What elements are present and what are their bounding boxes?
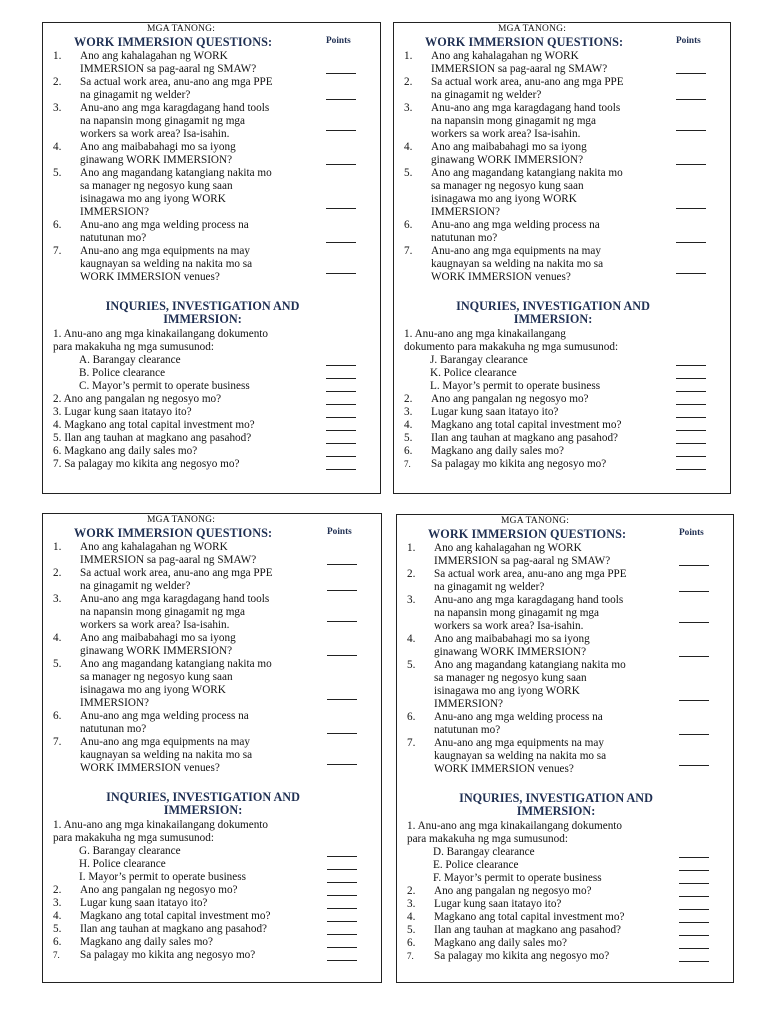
score-blank[interactable]: [676, 164, 706, 165]
points-label: Points: [679, 528, 704, 538]
question-item: [53, 141, 333, 167]
documents-question: 1. Anu-ano ang mga kinakailangang dokumento para makakuha ng mga sumusunod:: [407, 820, 622, 845]
question-number: 6.: [407, 711, 416, 723]
inquiry-text: Ilan ang tauhan at magkano ang pasahod?: [80, 923, 268, 935]
card-header: MGA TANONG:: [498, 24, 567, 34]
score-blank[interactable]: [327, 895, 357, 896]
question-number: 1.: [404, 50, 413, 62]
inquiry-number: 6.: [53, 936, 62, 948]
question-text: Ano ang maibabahagi mo sa iyong ginawang WORK IMMERSION?: [434, 633, 590, 658]
inquiry-number: 3.: [404, 406, 413, 418]
question-number: 3.: [404, 102, 413, 114]
question-item: [407, 659, 687, 711]
inquiry-text: Sa palagay mo kikita ang negosyo mo?: [80, 949, 256, 961]
score-blank[interactable]: [676, 391, 706, 392]
inquiry-item: [53, 393, 343, 406]
question-item: [53, 102, 333, 141]
question-card: [42, 22, 381, 494]
score-blank[interactable]: [676, 273, 706, 274]
question-text: Ano ang maibabahagi mo sa iyong ginawang WORK IMMERSION?: [431, 141, 587, 166]
inquiry-item: [404, 458, 694, 471]
question-item: [407, 594, 687, 633]
score-blank[interactable]: [326, 456, 356, 457]
inquiry-number: 4.: [404, 419, 413, 431]
inquiry-text: Lugar kung saan itatayo ito?: [80, 897, 208, 909]
document-option: L. Mayor’s permit to operate business: [430, 380, 601, 392]
inquiry-text: 6. Magkano ang daily sales mo?: [53, 445, 198, 457]
inquiry-text: Ilan ang tauhan at magkano ang pasahod?: [431, 432, 619, 444]
score-blank[interactable]: [327, 921, 357, 922]
score-blank[interactable]: [326, 130, 356, 131]
question-number: 4.: [404, 141, 413, 153]
card-header: MGA TANONG:: [147, 24, 216, 34]
points-label: Points: [326, 36, 351, 46]
section-title: INQURIES, INVESTIGATION AND IMMERSION:: [105, 299, 300, 326]
inquiry-number: 7.: [404, 459, 411, 469]
inquiry-number: 4.: [53, 910, 62, 922]
question-item: [404, 245, 684, 284]
inquiry-text: Ano ang pangalan ng negosyo mo?: [80, 884, 238, 896]
score-blank[interactable]: [679, 935, 709, 936]
inquiry-item: [53, 910, 343, 923]
score-blank[interactable]: [676, 130, 706, 131]
inquiry-item: [53, 949, 343, 962]
score-blank[interactable]: [676, 365, 706, 366]
document-option: K. Police clearance: [430, 367, 517, 379]
inquiry-text: Magkano ang daily sales mo?: [431, 445, 564, 457]
question-item: [404, 141, 684, 167]
inquiry-text: Ano ang pangalan ng negosyo mo?: [434, 885, 592, 897]
question-number: 5.: [404, 167, 413, 179]
score-blank[interactable]: [679, 883, 709, 884]
question-number: 2.: [53, 76, 62, 88]
question-number: 6.: [53, 710, 62, 722]
score-blank[interactable]: [326, 242, 356, 243]
question-text: Sa actual work area, anu-ano ang mga PPE na ginagamit ng welder?: [80, 76, 273, 101]
question-number: 2.: [53, 567, 62, 579]
score-blank[interactable]: [327, 655, 357, 656]
inquiry-item: [53, 923, 343, 936]
inquiry-number: 2.: [404, 393, 413, 405]
inquiry-item: [404, 419, 694, 432]
question-number: 3.: [53, 102, 62, 114]
question-text: Ano ang magandang katangiang nakita mo sa manager ng negosyo kung saan isinagawa mo ang iyong WORK IMMERSION?: [80, 167, 272, 218]
score-blank[interactable]: [326, 469, 356, 470]
inquiry-text: Ano ang pangalan ng negosyo mo?: [431, 393, 589, 405]
score-blank[interactable]: [327, 908, 357, 909]
inquiry-item: [407, 924, 697, 937]
question-text: Ano ang kahalagahan ng WORK IMMERSION sa pag-aaral ng SMAW?: [80, 541, 257, 566]
inquiry-text: Sa palagay mo kikita ang negosyo mo?: [434, 950, 610, 962]
question-item: [53, 541, 333, 567]
inquiry-text: Lugar kung saan itatayo ito?: [434, 898, 562, 910]
section-title: INQURIES, INVESTIGATION AND IMMERSION:: [459, 791, 653, 818]
inquiry-number: 2.: [53, 884, 62, 896]
question-item: [404, 102, 684, 141]
question-number: 7.: [404, 245, 413, 257]
inquiry-item: [404, 445, 694, 458]
question-text: Ano ang magandang katangiang nakita mo sa manager ng negosyo kung saan isinagawa mo ang iyong WORK IMMERSION?: [434, 659, 626, 710]
score-blank[interactable]: [327, 960, 357, 961]
inquiry-number: 3.: [407, 898, 416, 910]
documents-question: 1. Anu-ano ang mga kinakailangang dokumento para makakuha ng mga sumusunod:: [404, 328, 619, 353]
inquiry-number: 5.: [404, 432, 413, 444]
score-blank[interactable]: [676, 242, 706, 243]
score-blank[interactable]: [326, 417, 356, 418]
document-option: H. Police clearance: [79, 858, 166, 870]
inquiry-text: Magkano ang total capital investment mo?: [431, 419, 622, 431]
inquiry-item: [404, 432, 694, 445]
score-blank[interactable]: [679, 700, 709, 701]
inquiry-number: 3.: [53, 897, 62, 909]
document-option: C. Mayor’s permit to operate business: [79, 380, 250, 392]
inquiry-text: 7. Sa palagay mo kikita ang negosyo mo?: [53, 458, 240, 470]
card-header: MGA TANONG:: [147, 515, 216, 525]
inquiry-item: [407, 911, 697, 924]
inquiry-number: 6.: [407, 937, 416, 949]
score-blank[interactable]: [676, 443, 706, 444]
question-text: Ano ang magandang katangiang nakita mo sa manager ng negosyo kung saan isinagawa mo ang iyong WORK IMMERSION?: [80, 658, 272, 709]
score-blank[interactable]: [326, 378, 356, 379]
inquiry-number: 4.: [407, 911, 416, 923]
score-blank[interactable]: [327, 621, 357, 622]
inquiry-item: [53, 406, 343, 419]
score-blank[interactable]: [679, 922, 709, 923]
question-text: Anu-ano ang mga karagdagang hand tools na napansin mong ginagamit ng mga workers sa work area? Isa-isahin.: [80, 593, 270, 631]
score-blank[interactable]: [679, 622, 709, 623]
inquiry-item: [404, 406, 694, 419]
question-number: 7.: [53, 245, 62, 257]
question-number: 5.: [53, 658, 62, 670]
score-blank[interactable]: [326, 404, 356, 405]
question-text: Ano ang maibabahagi mo sa iyong ginawang WORK IMMERSION?: [80, 141, 236, 166]
card-title: WORK IMMERSION QUESTIONS:: [425, 35, 624, 49]
document-option: E. Police clearance: [433, 859, 519, 871]
question-card: [42, 513, 382, 983]
score-blank[interactable]: [327, 590, 357, 591]
inquiry-text: Magkano ang daily sales mo?: [434, 937, 567, 949]
score-blank[interactable]: [326, 99, 356, 100]
inquiry-text: Magkano ang total capital investment mo?: [434, 911, 625, 923]
score-blank[interactable]: [676, 417, 706, 418]
score-blank[interactable]: [679, 961, 709, 962]
document-option: D. Barangay clearance: [433, 846, 535, 858]
inquiry-number: 5.: [53, 923, 62, 935]
question-text: Ano ang kahalagahan ng WORK IMMERSION sa pag-aaral ng SMAW?: [431, 50, 608, 75]
score-blank[interactable]: [327, 869, 357, 870]
inquiry-number: 5.: [407, 924, 416, 936]
question-text: Ano ang kahalagahan ng WORK IMMERSION sa pag-aaral ng SMAW?: [80, 50, 257, 75]
question-number: 4.: [53, 632, 62, 644]
question-item: [404, 219, 684, 245]
question-number: 5.: [53, 167, 62, 179]
inquiry-text: Magkano ang daily sales mo?: [80, 936, 213, 948]
score-blank[interactable]: [327, 699, 357, 700]
section-title: INQURIES, INVESTIGATION AND IMMERSION:: [456, 299, 650, 326]
inquiry-number: 2.: [407, 885, 416, 897]
documents-question: 1. Anu-ano ang mga kinakailangang dokumento para makakuha ng mga sumusunod:: [53, 328, 268, 353]
question-item: [404, 167, 684, 219]
inquiry-item: [53, 936, 343, 949]
score-blank[interactable]: [326, 430, 356, 431]
inquiry-text: 5. Ilan ang tauhan at magkano ang pasahod?: [53, 432, 252, 444]
question-item: [53, 658, 333, 710]
question-item: [53, 567, 333, 593]
card-title: WORK IMMERSION QUESTIONS:: [428, 527, 627, 541]
question-item: [407, 568, 687, 594]
score-blank[interactable]: [327, 764, 357, 765]
document-option: I. Mayor’s permit to operate business: [79, 871, 246, 883]
question-item: [53, 219, 333, 245]
question-number: 5.: [407, 659, 416, 671]
question-text: Anu-ano ang mga welding process na natutunan mo?: [431, 219, 600, 244]
score-blank[interactable]: [679, 591, 709, 592]
inquiry-text: Ilan ang tauhan at magkano ang pasahod?: [434, 924, 622, 936]
inquiry-text: 2. Ano ang pangalan ng negosyo mo?: [53, 393, 222, 405]
inquiry-item: [407, 898, 697, 911]
document-option: B. Police clearance: [79, 367, 166, 379]
score-blank[interactable]: [326, 391, 356, 392]
question-number: 2.: [404, 76, 413, 88]
score-blank[interactable]: [327, 733, 357, 734]
question-text: Ano ang maibabahagi mo sa iyong ginawang WORK IMMERSION?: [80, 632, 236, 657]
score-blank[interactable]: [326, 73, 356, 74]
question-number: 7.: [407, 737, 416, 749]
inquiry-item: [404, 393, 694, 406]
question-item: [53, 245, 333, 284]
score-blank[interactable]: [676, 73, 706, 74]
question-item: [404, 76, 684, 102]
inquiry-item: [407, 937, 697, 950]
documents-question: 1. Anu-ano ang mga kinakailangang dokumento para makakuha ng mga sumusunod:: [53, 819, 268, 844]
question-text: Sa actual work area, anu-ano ang mga PPE na ginagamit ng welder?: [434, 568, 627, 593]
score-blank[interactable]: [676, 208, 706, 209]
inquiry-item: [53, 419, 343, 432]
question-number: 1.: [407, 542, 416, 554]
score-blank[interactable]: [327, 934, 357, 935]
inquiry-text: 3. Lugar kung saan itatayo ito?: [53, 406, 192, 418]
question-item: [53, 76, 333, 102]
inquiry-text: Lugar kung saan itatayo ito?: [431, 406, 559, 418]
question-item: [407, 542, 687, 568]
question-text: Anu-ano ang mga welding process na natutunan mo?: [434, 711, 603, 736]
score-blank[interactable]: [327, 947, 357, 948]
inquiry-text: Magkano ang total capital investment mo?: [80, 910, 271, 922]
inquiry-item: [53, 884, 343, 897]
question-item: [53, 593, 333, 632]
question-text: Sa actual work area, anu-ano ang mga PPE na ginagamit ng welder?: [431, 76, 624, 101]
question-card: [396, 514, 734, 983]
question-item: [53, 50, 333, 76]
inquiry-text: Sa palagay mo kikita ang negosyo mo?: [431, 458, 607, 470]
question-item: [407, 633, 687, 659]
question-number: 1.: [53, 541, 62, 553]
question-text: Anu-ano ang mga welding process na natutunan mo?: [80, 219, 249, 244]
question-number: 2.: [407, 568, 416, 580]
score-blank[interactable]: [326, 208, 356, 209]
question-text: Anu-ano ang mga karagdagang hand tools na napansin mong ginagamit ng mga workers sa work area? Isa-isahin.: [80, 102, 270, 140]
score-blank[interactable]: [679, 948, 709, 949]
score-blank[interactable]: [326, 443, 356, 444]
document-option: F. Mayor’s permit to operate business: [433, 872, 602, 884]
card-title: WORK IMMERSION QUESTIONS:: [74, 35, 273, 49]
question-number: 1.: [53, 50, 62, 62]
question-card: [393, 22, 731, 494]
question-item: [407, 737, 687, 776]
score-blank[interactable]: [676, 99, 706, 100]
score-blank[interactable]: [326, 365, 356, 366]
document-option: A. Barangay clearance: [79, 354, 181, 366]
question-text: Sa actual work area, anu-ano ang mga PPE na ginagamit ng welder?: [80, 567, 273, 592]
score-blank[interactable]: [676, 469, 706, 470]
inquiry-number: 6.: [404, 445, 413, 457]
question-item: [407, 711, 687, 737]
card-header: MGA TANONG:: [501, 516, 570, 526]
question-text: Ano ang kahalagahan ng WORK IMMERSION sa pag-aaral ng SMAW?: [434, 542, 611, 567]
card-title: WORK IMMERSION QUESTIONS:: [74, 526, 273, 540]
section-title: INQURIES, INVESTIGATION AND IMMERSION:: [106, 790, 300, 817]
question-number: 3.: [407, 594, 416, 606]
question-text: Anu-ano ang mga equipments na may kaugnayan sa welding na nakita mo sa WORK IMMERSION venues?: [434, 737, 607, 775]
score-blank[interactable]: [679, 909, 709, 910]
score-blank[interactable]: [679, 870, 709, 871]
score-blank[interactable]: [326, 273, 356, 274]
question-text: Anu-ano ang mga welding process na natutunan mo?: [80, 710, 249, 735]
score-blank[interactable]: [676, 456, 706, 457]
inquiry-item: [53, 445, 343, 458]
inquiry-item: [53, 432, 343, 445]
inquiry-number: 7.: [53, 950, 60, 960]
inquiry-number: 7.: [407, 951, 414, 961]
score-blank[interactable]: [679, 656, 709, 657]
score-blank[interactable]: [679, 734, 709, 735]
score-blank[interactable]: [327, 564, 357, 565]
question-item: [53, 167, 333, 219]
points-label: Points: [327, 527, 352, 537]
question-number: 6.: [53, 219, 62, 231]
inquiry-item: [407, 885, 697, 898]
inquiry-item: [53, 897, 343, 910]
question-text: Anu-ano ang mga equipments na may kaugnayan sa welding na nakita mo sa WORK IMMERSION venues?: [80, 245, 253, 283]
score-blank[interactable]: [676, 378, 706, 379]
question-item: [53, 710, 333, 736]
points-label: Points: [676, 36, 701, 46]
document-option: G. Barangay clearance: [79, 845, 181, 857]
score-blank[interactable]: [326, 164, 356, 165]
inquiry-text: 4. Magkano ang total capital investment mo?: [53, 419, 255, 431]
score-blank[interactable]: [676, 430, 706, 431]
score-blank[interactable]: [676, 404, 706, 405]
question-item: [53, 736, 333, 775]
inquiry-item: [407, 950, 697, 963]
question-item: [404, 50, 684, 76]
question-text: Anu-ano ang mga equipments na may kaugnayan sa welding na nakita mo sa WORK IMMERSION venues?: [80, 736, 253, 774]
question-number: 3.: [53, 593, 62, 605]
question-item: [53, 632, 333, 658]
question-number: 6.: [404, 219, 413, 231]
document-option: J. Barangay clearance: [430, 354, 528, 366]
score-blank[interactable]: [679, 765, 709, 766]
question-text: Anu-ano ang mga karagdagang hand tools na napansin mong ginagamit ng mga workers sa work area? Isa-isahin.: [434, 594, 624, 632]
question-number: 4.: [53, 141, 62, 153]
score-blank[interactable]: [679, 896, 709, 897]
question-number: 7.: [53, 736, 62, 748]
score-blank[interactable]: [327, 882, 357, 883]
score-blank[interactable]: [327, 856, 357, 857]
score-blank[interactable]: [679, 857, 709, 858]
question-text: Ano ang magandang katangiang nakita mo sa manager ng negosyo kung saan isinagawa mo ang iyong WORK IMMERSION?: [431, 167, 623, 218]
question-text: Anu-ano ang mga equipments na may kaugnayan sa welding na nakita mo sa WORK IMMERSION venues?: [431, 245, 604, 283]
question-number: 4.: [407, 633, 416, 645]
inquiry-item: [53, 458, 343, 471]
score-blank[interactable]: [679, 565, 709, 566]
question-text: Anu-ano ang mga karagdagang hand tools na napansin mong ginagamit ng mga workers sa work area? Isa-isahin.: [431, 102, 621, 140]
